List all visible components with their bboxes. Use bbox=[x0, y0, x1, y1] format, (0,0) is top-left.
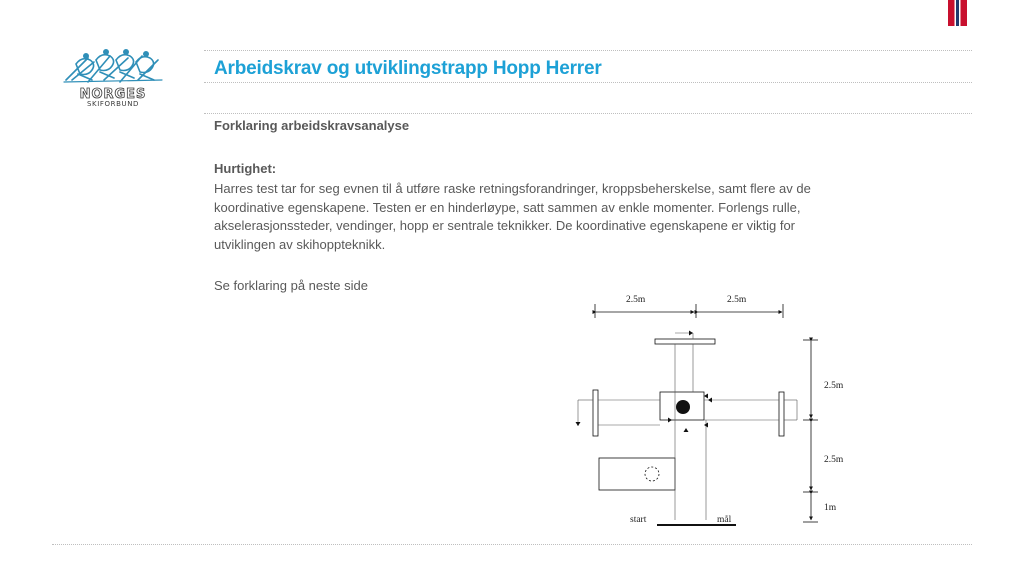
right-hurdle bbox=[779, 392, 784, 436]
dim-top-right-label: 2.5m bbox=[727, 295, 747, 305]
top-dimension bbox=[595, 304, 783, 318]
dim-top-left-label: 2.5m bbox=[626, 295, 646, 305]
mat-marker bbox=[645, 467, 659, 481]
running-path bbox=[578, 333, 797, 520]
norway-flag-icon bbox=[948, 0, 967, 26]
body-paragraph: Harres test tar for seg evnen til å utføre raske retningsforandringer, kroppsbeherskelse, samt flere av de koordinative egenskapene. Testen er en hinderløype, satt sammen av enkle momenter. Forlengs rulle, akselerasjonssteder, vendinger, hopp er sentrale teknikker. De koordinative egenskapene er viktig for utviklingen av skihoppteknikk. bbox=[214, 181, 811, 252]
course-obstacles bbox=[593, 339, 784, 490]
roll-mat bbox=[599, 458, 675, 490]
content-top-divider bbox=[204, 113, 972, 114]
skiers-logo-icon bbox=[58, 44, 168, 108]
harre-test-course-diagram bbox=[560, 285, 860, 535]
title-bottom-divider bbox=[204, 82, 972, 83]
dim-right-1-label: 2.5m bbox=[824, 381, 844, 391]
title-top-divider bbox=[204, 50, 972, 51]
path-arrows bbox=[576, 331, 713, 433]
section-subtitle: Forklaring arbeidskravsanalyse bbox=[214, 118, 410, 133]
logo-text-sub: SKIFORBUND bbox=[86, 100, 140, 108]
finish-label: mål bbox=[717, 515, 732, 525]
next-page-note: Se forklaring på neste side bbox=[214, 278, 368, 293]
norges-skiforbund-logo bbox=[58, 44, 168, 108]
section-heading: Hurtighet: bbox=[214, 161, 277, 176]
top-hurdle bbox=[655, 339, 715, 344]
dim-right-3-label: 1m bbox=[824, 503, 837, 513]
page-title: Arbeidskrav og utviklingstrapp Hopp Herrer bbox=[214, 58, 602, 79]
center-cone bbox=[676, 400, 690, 414]
dim-right-2-label: 2.5m bbox=[824, 455, 844, 465]
left-hurdle bbox=[593, 390, 598, 436]
footer-divider bbox=[52, 544, 972, 545]
right-dimension bbox=[803, 340, 818, 522]
start-label: start bbox=[630, 515, 647, 525]
logo-text-main: NORGES bbox=[79, 87, 147, 102]
